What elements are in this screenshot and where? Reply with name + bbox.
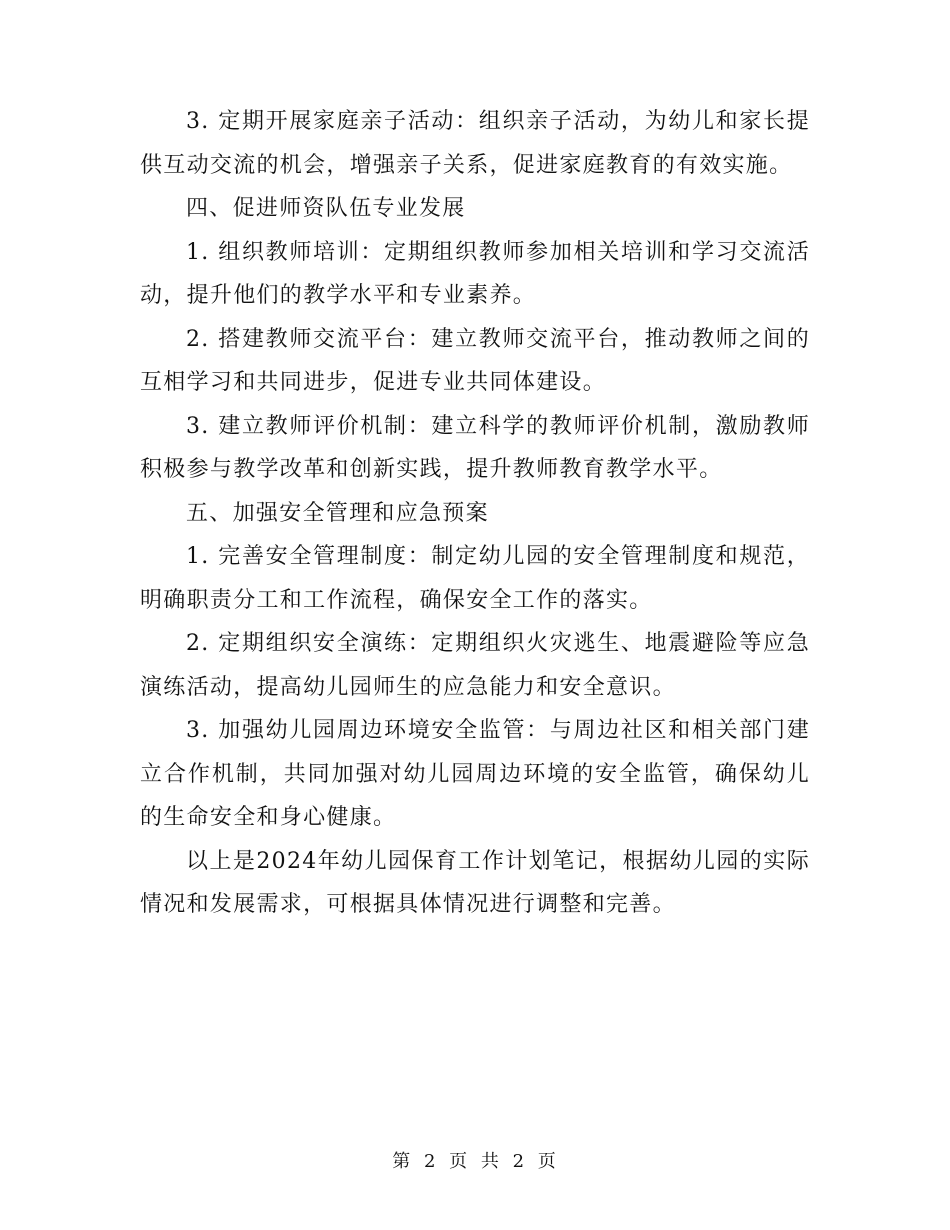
paragraph-teacher-training: 1. 组织教师培训：定期组织教师参加相关培训和学习交流活动，提升他们的教学水平和专业素养。 — [140, 239, 810, 308]
paragraph-family-activities: 3. 定期开展家庭亲子活动：组织亲子活动，为幼儿和家长提供互动交流的机会，增强亲子关系，促进家庭教育的有效实施。 — [140, 109, 810, 178]
paragraph-surrounding-safety: 3. 加强幼儿园周边环境安全监管：与周边社区和相关部门建立合作机制，共同加强对幼儿园周边环境的安全监管，确保幼儿的生命安全和身心健康。 — [140, 718, 810, 830]
paragraph-safety-drills: 2. 定期组织安全演练：定期组织火灾逃生、地震避险等应急演练活动，提高幼儿园师生的应急能力和安全意识。 — [140, 631, 810, 700]
paragraph-teacher-exchange-platform: 2. 搭建教师交流平台：建立教师交流平台，推动教师之间的互相学习和共同进步，促进专业共同体建设。 — [140, 326, 810, 395]
paragraph-teacher-evaluation: 3. 建立教师评价机制：建立科学的教师评价机制，激励教师积极参与教学改革和创新实践，提升教师教育教学水平。 — [140, 413, 810, 482]
paragraph-safety-system: 1. 完善安全管理制度：制定幼儿园的安全管理制度和规范，明确职责分工和工作流程，确保安全工作的落实。 — [140, 544, 810, 613]
section-heading-teacher-development: 四、促进师资队伍专业发展 — [186, 196, 466, 221]
paragraph-conclusion: 以上是2024年幼儿园保育工作计划笔记，根据幼儿园的实际情况和发展需求，可根据具体情况进行调整和完善。 — [140, 848, 810, 917]
page-number-footer: 第 2 页 共 2 页 — [392, 1151, 558, 1172]
document-body — [140, 100, 810, 927]
section-heading-safety-management: 五、加强安全管理和应急预案 — [186, 500, 489, 526]
